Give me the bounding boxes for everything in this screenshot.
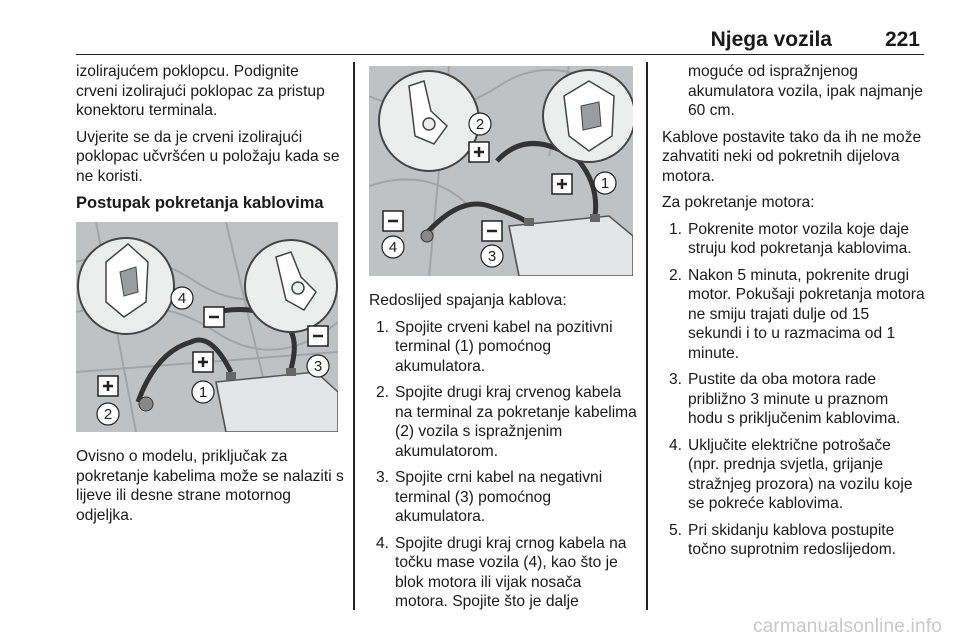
list-item	[662, 266, 926, 364]
column-divider	[646, 62, 648, 610]
column-divider	[353, 62, 355, 610]
list-item-number: 4.	[375, 534, 389, 552]
list-item-text: Pokrenite motor vozila koje daje struju kod pokretanja kablovima.	[688, 220, 912, 257]
start-steps-list	[662, 220, 926, 560]
page-header	[76, 28, 924, 55]
list-item-number: 4.	[668, 436, 682, 454]
column-left	[76, 62, 344, 232]
list-item-text: Spojite drugi kraj crvenog kabela na terminal za pokretanje kabelima (2) vozila s ispražnjenim akumulatorom.	[395, 384, 637, 460]
paragraph: Za pokretanje motora:	[662, 194, 815, 211]
figure-label-4: 4	[388, 239, 398, 256]
paragraph: izolirajućem poklopcu. Podignite crveni izolirajući poklopac za pristup konektoru terminala.	[76, 63, 325, 119]
figure-label-1: 1	[198, 384, 208, 401]
connection-steps-list	[369, 318, 637, 612]
list-item-number: 1.	[375, 318, 389, 336]
jumper-cable-connection-illustration	[369, 66, 633, 276]
figure-label-3: 3	[487, 248, 497, 265]
list-item-number: 5.	[668, 521, 682, 539]
figure-label-1: 1	[600, 175, 610, 192]
list-item	[369, 318, 637, 377]
list-item-text: Spojite crveni kabel na pozitivni terminal (1) pomoćnog akumulatora.	[395, 318, 613, 375]
list-item-number: 1.	[668, 220, 682, 238]
figure-label-2: 2	[475, 116, 485, 133]
paragraph: Redoslijed spajanja kablova:	[369, 292, 567, 309]
column-right	[662, 62, 926, 567]
figure-label-2: 2	[103, 406, 113, 423]
list-item	[662, 220, 926, 259]
list-item	[662, 436, 926, 514]
watermark: carmanualsonline.info	[752, 616, 942, 637]
list-item-text: Pri skidanju kablova postupite točno suprotnim redoslijedom.	[688, 521, 897, 558]
paragraph: Ovisno o modelu, priključak za pokretanje kabelima može se nalaziti s lijeve ili desne strane motornog odjeljka.	[76, 448, 344, 524]
list-item-text: Spojite drugi kraj crnog kabela na točku mase vozila (4), kao što je blok motora ili vijak nosača motora. Spojite što je dalje	[395, 534, 627, 610]
list-item-number: 3.	[375, 469, 389, 486]
list-item	[662, 370, 926, 429]
page-title: Njega vozila	[710, 28, 832, 51]
section-heading: Postupak pokretanja kablovima	[76, 194, 324, 212]
jumper-terminal-illustration	[76, 222, 338, 432]
figure-label-3: 3	[313, 358, 323, 375]
list-item	[369, 383, 637, 461]
column-left-lower	[76, 447, 344, 532]
list-item-text: Uključite električne potrošače (npr. prednja svjetla, grijanje stražnjeg prozora) na vozilu koje se pokreće kablovima.	[688, 436, 913, 512]
paragraph: Kablove postavite tako da ih ne može zahvatiti neki od pokretnih dijelova motora.	[662, 128, 922, 185]
list-item-number: 2.	[375, 384, 389, 401]
paragraph: Uvjerite se da je crveni izolirajući poklopac učvršćen u položaju kada se ne koristi.	[76, 128, 340, 185]
list-item-text: Spojite crni kabel na negativni terminal (3) pomoćnog akumulatora.	[395, 469, 603, 525]
list-item-text: Pustite da oba motora rade približno 3 minute u praznom hodu s priključenim kablovima.	[688, 371, 901, 427]
list-item	[662, 521, 926, 560]
list-item	[369, 468, 637, 527]
continued-text: moguće od ispražnjenog akumulatora vozila, ipak najmanje 60 cm.	[688, 63, 923, 119]
list-item	[369, 534, 637, 612]
list-item-number: 3.	[668, 371, 682, 388]
page-number: 221	[884, 28, 920, 51]
column-middle	[369, 291, 637, 619]
figure-label-4: 4	[177, 290, 187, 307]
list-item-text: Nakon 5 minuta, pokrenite drugi motor. Pokušaji pokretanja motora ne smiju trajati dulje od 15 sekundi i to u razmacima od 1 minute.	[688, 266, 925, 362]
list-item-number: 2.	[668, 266, 682, 284]
